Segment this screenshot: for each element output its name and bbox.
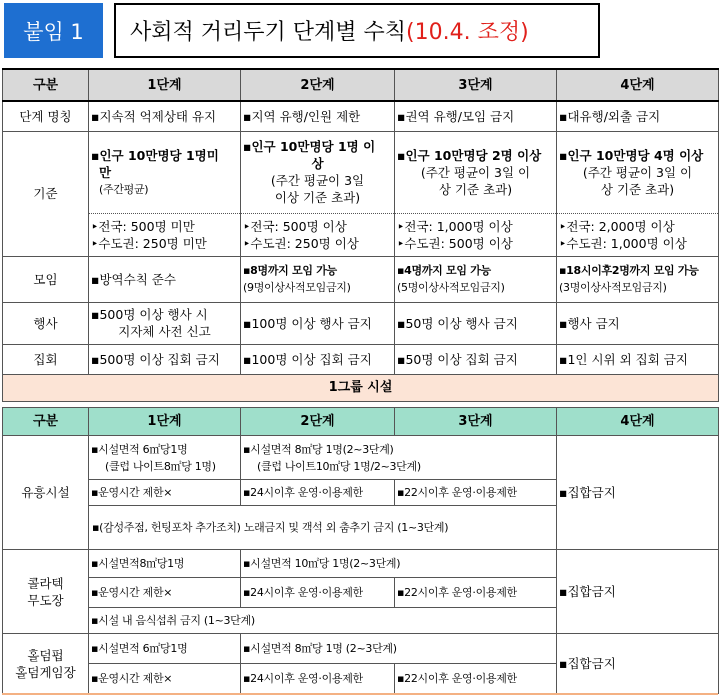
cell: ▪집합금지 <box>557 436 719 550</box>
cell <box>557 256 719 302</box>
row-label-stage-name: 단계 명칭 <box>3 101 89 131</box>
cell-line: (주간 평균이 3일 <box>270 173 365 188</box>
cell: ▪지역 유행/인원 제한 <box>241 101 395 131</box>
cell <box>241 256 395 302</box>
cell-line: (주간평균) <box>99 182 149 196</box>
cell-line: 상 기준 초과) <box>438 181 513 197</box>
cell-line: ▪시설면적 6㎡당1명 <box>91 442 188 456</box>
cell-line: (클럽 나이트8㎡당 1명) <box>105 459 216 473</box>
cell-line: ▪인구 10만명당 1명 이 <box>243 139 376 154</box>
cell-line: 상 기준 초과) <box>600 181 675 197</box>
cell: ▪운영시간 제한× <box>89 480 241 506</box>
cell <box>557 131 719 213</box>
cell-line: ‣전국: 1,000명 이상 <box>397 218 513 234</box>
cell: ▪행사 금지 <box>557 302 719 344</box>
cell: ▪50명 이상 행사 금지 <box>395 302 557 344</box>
cell-line: ▪인구 10만명당 1명미 <box>91 147 219 163</box>
row-label-colatec <box>3 550 89 634</box>
table-row <box>3 550 719 578</box>
cell-line: (주간 평균이 3일 이 <box>582 164 693 180</box>
cell: ▪집합금지 <box>557 634 719 694</box>
cell-line: (클럽 나이트10㎡당 1명/2~3단계) <box>257 459 421 473</box>
attachment-badge: 붙임 1 <box>4 3 103 58</box>
cell: ▪50명 이상 집회 금지 <box>395 344 557 374</box>
cell-line: ▪500명 이상 행사 시 <box>91 307 208 322</box>
cell-line: ‣전국: 2,000명 이상 <box>559 218 675 234</box>
table-header-row <box>3 69 719 101</box>
col-header-stage2: 2단계 <box>241 69 395 101</box>
cell: ▪22시이후 운영·이용제한 <box>395 480 557 506</box>
cell: ▪1인 시위 외 집회 금지 <box>557 344 719 374</box>
page-title <box>114 3 600 58</box>
cell: ▪시설면적 6㎡당1명 <box>89 634 241 664</box>
cell-line: ▪18시이후2명까지 모임 가능 <box>559 264 699 277</box>
cell: ▪집합금지 <box>557 550 719 634</box>
cell-line: (3명이상사적모임금지) <box>559 281 667 294</box>
cell <box>241 213 395 256</box>
col-header-category: 구분 <box>3 408 89 436</box>
cell: ▪시설 내 음식섭취 금지 (1~3단계) <box>89 608 557 634</box>
group-title-row <box>3 374 719 401</box>
row-label-line: 홀덤펍 <box>27 647 64 663</box>
cell: ▪방역수칙 준수 <box>89 256 241 302</box>
cell: ▪권역 유행/모임 금지 <box>395 101 557 131</box>
col-header-stage4: 4단계 <box>557 69 719 101</box>
cell <box>241 131 395 213</box>
cell: ▪운영시간 제한× <box>89 664 241 694</box>
table-row <box>3 101 719 131</box>
group-title: 1그룹 시설 <box>3 374 719 401</box>
cell-line: (주간 평균이 3일 이 <box>420 164 531 180</box>
title-accent: (10.4. 조정) <box>406 20 529 45</box>
cell-line: ▪8명까지 모임 가능 <box>243 264 337 277</box>
cell-line: 이상 기준 초과) <box>274 190 361 205</box>
cell: ▪시설면적 10㎡당 1명(2~3단계) <box>241 550 557 578</box>
col-header-stage4: 4단계 <box>557 408 719 436</box>
row-label-line: 무도장 <box>27 592 64 608</box>
table-row <box>3 302 719 344</box>
cell: ▪24시이후 운영·이용제한 <box>241 480 395 506</box>
cell-line: ‣수도권: 250명 이상 <box>243 235 359 251</box>
row-label-event: 행사 <box>3 302 89 344</box>
row-label-line: 홀덤게임장 <box>15 664 76 680</box>
cell: ▪(감성주점, 헌팅포차 추가조치) 노래금지 및 객석 외 춤추기 금지 (1~3단계) <box>89 506 557 550</box>
table-row <box>3 436 719 480</box>
cell-line: 지자체 사전 신고 <box>118 324 211 339</box>
cell-line: ‣전국: 500명 미만 <box>91 218 195 234</box>
cell-line: (5명이상사적모임금지) <box>397 281 505 294</box>
table-row <box>3 213 719 256</box>
cell-line: ‣수도권: 250명 미만 <box>91 235 207 251</box>
cell-line: ‣전국: 500명 이상 <box>243 218 347 234</box>
cell: ▪100명 이상 행사 금지 <box>241 302 395 344</box>
cell <box>395 131 557 213</box>
cell: ▪시설면적 8㎡당 1명 (2~3단계) <box>241 634 557 664</box>
cell-line: 만 <box>99 164 112 180</box>
cell <box>395 213 557 256</box>
row-label-meeting: 모임 <box>3 256 89 302</box>
cell <box>89 302 241 344</box>
bottom-divider <box>2 693 718 695</box>
cell-line: ▪인구 10만명당 2명 이상 <box>397 147 542 163</box>
facility-rules-table <box>2 407 719 694</box>
cell-line: 상 <box>311 156 324 171</box>
cell <box>89 436 241 480</box>
row-label-line: 콜라텍 <box>27 575 64 591</box>
cell: ▪22시이후 운영·이용제한 <box>395 578 557 608</box>
cell <box>395 256 557 302</box>
cell-line: ▪시설면적 8㎡당 1명(2~3단계) <box>243 442 394 456</box>
cell-line: ▪인구 10만명당 4명 이상 <box>559 147 704 163</box>
cell-line: (9명이상사적모임금지) <box>243 281 351 294</box>
table-header-row <box>3 408 719 436</box>
cell <box>557 213 719 256</box>
table-row <box>3 344 719 374</box>
cell: ▪24시이후 운영·이용제한 <box>241 578 395 608</box>
col-header-stage1: 1단계 <box>89 408 241 436</box>
cell: ▪시설면적8㎡당1명 <box>89 550 241 578</box>
col-header-stage1: 1단계 <box>89 69 241 101</box>
row-label-rally: 집회 <box>3 344 89 374</box>
cell-line: ‣수도권: 500명 이상 <box>397 235 513 251</box>
cell: ▪100명 이상 집회 금지 <box>241 344 395 374</box>
table-row <box>3 131 719 213</box>
col-header-stage3: 3단계 <box>395 408 557 436</box>
cell: ▪대유행/외출 금지 <box>557 101 719 131</box>
col-header-stage3: 3단계 <box>395 69 557 101</box>
cell-line: ▪4명까지 모임 가능 <box>397 264 491 277</box>
table-row <box>3 634 719 664</box>
cell: ▪22시이후 운영·이용제한 <box>395 664 557 694</box>
cell: ▪24시이후 운영·이용제한 <box>241 664 395 694</box>
cell: ▪운영시간 제한× <box>89 578 241 608</box>
table-row <box>3 256 719 302</box>
col-header-stage2: 2단계 <box>241 408 395 436</box>
cell: ▪500명 이상 집회 금지 <box>89 344 241 374</box>
cell <box>89 131 241 213</box>
cell: ▪지속적 억제상태 유지 <box>89 101 241 131</box>
row-label-criteria: 기준 <box>3 131 89 256</box>
cell <box>89 213 241 256</box>
cell-line: ‣수도권: 1,000명 이상 <box>559 235 687 251</box>
row-label-entertainment: 유흥시설 <box>3 436 89 550</box>
row-label-holdem <box>3 634 89 694</box>
title-main: 사회적 거리두기 단계별 수칙 <box>130 20 407 45</box>
col-header-category: 구분 <box>3 69 89 101</box>
cell <box>241 436 557 480</box>
stage-rules-table <box>2 68 719 402</box>
